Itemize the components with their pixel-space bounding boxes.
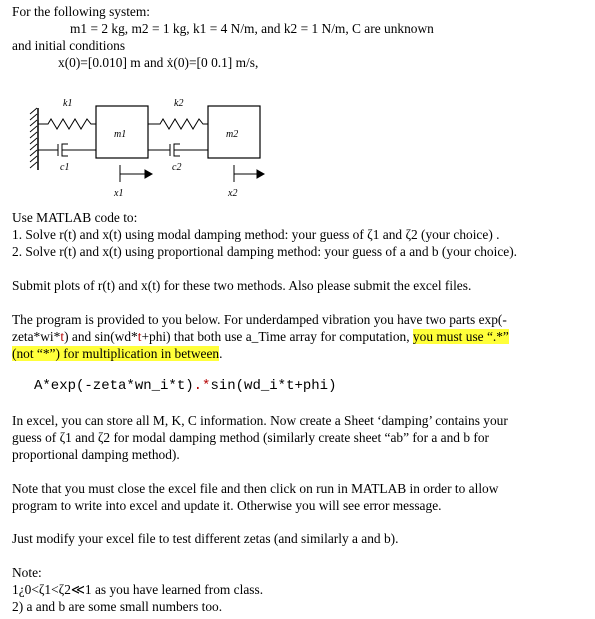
excel-line: guess of ζ1 and ζ2 for modal damping method (similarly create sheet “ab” for a and b for xyxy=(12,430,490,445)
parameters-line: m1 = 2 kg, m2 = 1 kg, k1 = 4 N/m, and k2 = 1 N/m, C are unknown xyxy=(70,21,434,36)
task-item-2: 2. Solve r(t) and x(t) using proportional damping method: your guess of a and b (your choice). xyxy=(12,244,518,259)
submit-instructions: Submit plots of r(t) and x(t) for these two methods. Also please submit the excel files. xyxy=(12,278,472,293)
highlighted-instruction: (not “*”) for multiplication in between xyxy=(12,346,220,361)
program-line: zeta*wi*t) and sin(wd*t+phi) that both use a_Time array for computation, you must use “.*” xyxy=(12,329,509,344)
intro-line: and initial conditions xyxy=(12,38,126,53)
note-heading: Note: xyxy=(12,565,42,580)
x2-label: x2 xyxy=(228,188,238,199)
code-snippet: A*exp(-zeta*wn_i*t).*sin(wd_i*t+phi) xyxy=(34,378,337,394)
note-item-1: 1¿0<ζ1<ζ2≪1 as you have learned from class. xyxy=(12,582,264,597)
k1-label: k1 xyxy=(63,98,73,109)
close-note-line: Note that you must close the excel file and then click on run in MATLAB in order to allow xyxy=(12,481,499,496)
close-note-line: program to write into excel and update it. Otherwise you will see error message. xyxy=(12,498,442,513)
initial-conditions-line: x(0)=[0.010] m and ẋ(0)=[0 0.1] m/s, xyxy=(58,55,259,70)
program-line: (not “*”) for multiplication in between. xyxy=(12,346,223,361)
task-item-1: 1. Solve r(t) and x(t) using modal damping method: your guess of ζ1 and ζ2 (your choice) . xyxy=(12,227,500,242)
c1-label: c1 xyxy=(60,162,70,173)
m1-label: m1 xyxy=(114,129,127,140)
tasks-heading: Use MATLAB code to: xyxy=(12,210,138,225)
m2-label: m2 xyxy=(226,129,239,140)
modify-line: Just modify your excel file to test different zetas (and similarly a and b). xyxy=(12,531,399,546)
x1-label: x1 xyxy=(114,188,124,199)
excel-line: proportional damping method). xyxy=(12,447,180,462)
excel-line: In excel, you can store all M, K, C information. Now create a Sheet ‘damping’ contains your xyxy=(12,413,508,428)
intro-line: For the following system: xyxy=(12,4,150,19)
program-line: The program is provided to you below. For underdamped vibration you have two parts exp(- xyxy=(12,312,507,327)
k2-label: k2 xyxy=(174,98,184,109)
highlighted-instruction: you must use “.*” xyxy=(412,329,509,344)
c2-label: c2 xyxy=(172,162,182,173)
note-item-2: 2) a and b are some small numbers too. xyxy=(12,599,223,614)
